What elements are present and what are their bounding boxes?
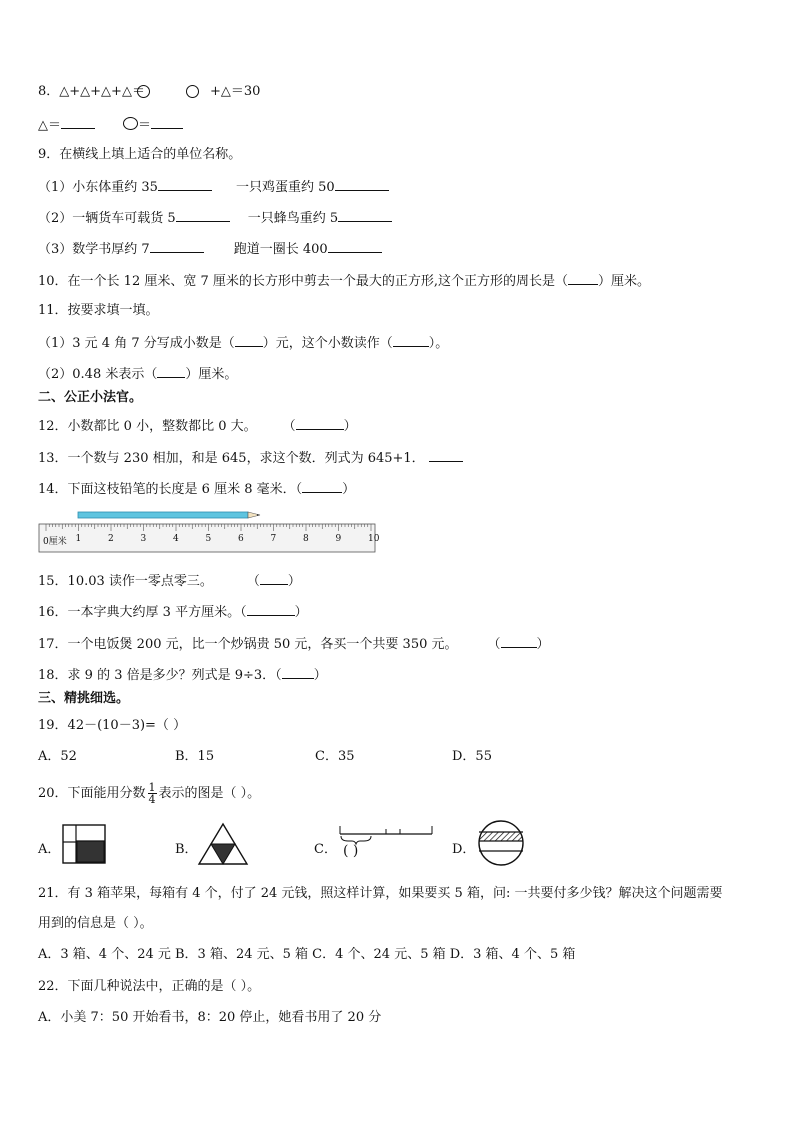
section-heading: 三、精挑细选。 [38,691,130,706]
option-c-paren: ( ) [343,843,359,859]
ruler-tick-label: 5 [205,534,212,544]
q8-line2: △＝ ＝ [38,116,183,134]
circle-symbol-icon [123,117,138,130]
option-b[interactable]: B．15 [175,749,215,764]
ruler-unit-label: 0厘米 [43,537,67,547]
q17: 17．一个电饭煲 200 元，比一个炒锅贵 50 元，各买一个共要 350 元。 （ ） [38,637,550,652]
q19: 19．42－(10－3)=（ ） [38,718,187,733]
answer-blank[interactable] [158,178,212,191]
answer-blank[interactable] [260,572,288,585]
q15: 15．10.03 读作一零点零三。 （ ） [38,574,301,589]
answer-blank[interactable] [157,365,185,378]
ruler-tick-label: 2 [108,534,114,544]
q22: 22．下面几种说法中，正确的是（ ）。 [38,979,261,994]
answer-blank[interactable] [235,334,263,347]
answer-blank[interactable] [335,178,389,191]
option-a[interactable]: A． [38,842,61,857]
q14: 14．下面这枝铅笔的长度是 6 厘米 8 毫米．（ ） [38,482,356,497]
pencil-ruler-figure [38,506,378,554]
ruler-tick-label: 10 [368,534,380,544]
option-c[interactable]: C．35 [315,749,355,764]
q21-line2: 用到的信息是（ ）。 [38,916,153,931]
circle-symbol-icon [186,85,199,98]
answer-blank[interactable] [302,480,342,493]
answer-blank[interactable] [150,240,204,253]
answer-blank[interactable] [296,417,344,430]
q9-title: 9．在横线上填上适合的单位名称。 [38,147,242,162]
option-c[interactable]: C． [314,842,337,857]
option-b[interactable]: B． [175,842,198,857]
q9-row2: （2）一辆货车可载货 5 一只蜂鸟重约 5 [38,209,392,227]
option-a-square-figure[interactable] [62,824,106,864]
pencil-body [78,512,248,518]
option-a[interactable]: A．小美 7：50 开始看书，8：20 停止，她看书用了 20 分 [38,1010,382,1025]
ruler-tick-label: 7 [270,534,277,544]
ruler-tick-label: 3 [140,534,147,544]
option-d[interactable]: D．55 [452,749,492,764]
answer-blank[interactable] [61,116,95,129]
q21-options[interactable]: A．3 箱、4 个、24 元 B．3 箱、24 元、5 箱 C．4 个、24 元、5 箱 D．3 箱、4 个、5 箱 [38,947,576,962]
answer-blank[interactable] [151,116,183,129]
q16: 16．一本字典大约厚 3 平方厘米。（ ） [38,605,308,620]
q11-row1: （1）3 元 4 角 7 分写成小数是（ ）元，这个小数读作（ ）。 [38,336,449,351]
circle-symbol-icon [137,85,150,98]
q12: 12．小数都比 0 小，整数都比 0 大。 （ ） [38,419,357,434]
ruler-tick-label: 8 [303,534,309,544]
q21-line1: 21．有 3 箱苹果，每箱有 4 个，付了 24 元钱，照这样计算，如果要买 5 箱，问: 一共要付多少钱？解决这个问题需要 [38,886,723,901]
q18: 18．求 9 的 3 倍是多少？列式是 9÷3．（ ） [38,668,327,683]
ruler-tick-label: 6 [238,534,244,544]
fraction-one-quarter: $\frac{1}{4}$ [148,781,156,806]
option-b-triangle-figure[interactable] [197,822,249,866]
answer-blank[interactable] [247,603,295,616]
q8-line1: 8．△+△+△+△＝ +△＝30 [38,84,261,99]
answer-blank[interactable] [176,209,230,222]
option-a[interactable]: A．52 [38,749,77,764]
ruler-tick-label: 9 [335,534,342,544]
ruler-tick-label: 1 [75,534,82,544]
answer-blank[interactable] [429,449,463,462]
option-d[interactable]: D． [452,842,476,857]
section-heading: 二、公正小法官。 [38,390,143,405]
q9-row3: （3）数学书厚约 7 跑道一圈长 400 [38,240,382,258]
answer-blank[interactable] [501,635,537,648]
answer-blank[interactable] [393,334,429,347]
q11-title: 11．按要求填一填。 [38,303,159,318]
ruler-tick-label: 4 [173,534,179,544]
answer-blank[interactable] [338,209,392,222]
pencil-ruler-svg [38,506,378,554]
q13: 13．一个数与 230 相加，和是 645，求这个数．列式为 645+1． [38,449,463,467]
q10: 10．在一个长 12 厘米、宽 7 厘米的长方形中剪去一个最大的正方形,这个正方形的周长是（ ）厘米。 [38,274,651,289]
q20: 20．下面能用分数 $\frac{1}{4}$ 表示的图是（ ）。 [38,781,261,806]
answer-blank[interactable] [282,666,314,679]
answer-blank[interactable] [568,272,598,285]
answer-blank[interactable] [328,240,382,253]
q9-row1: （1）小东体重约 35 一只鸡蛋重约 50 [38,178,389,196]
q11-row2: （2）0.48 米表示（ ）厘米。 [38,367,238,382]
option-d-circle-figure[interactable] [476,820,526,866]
